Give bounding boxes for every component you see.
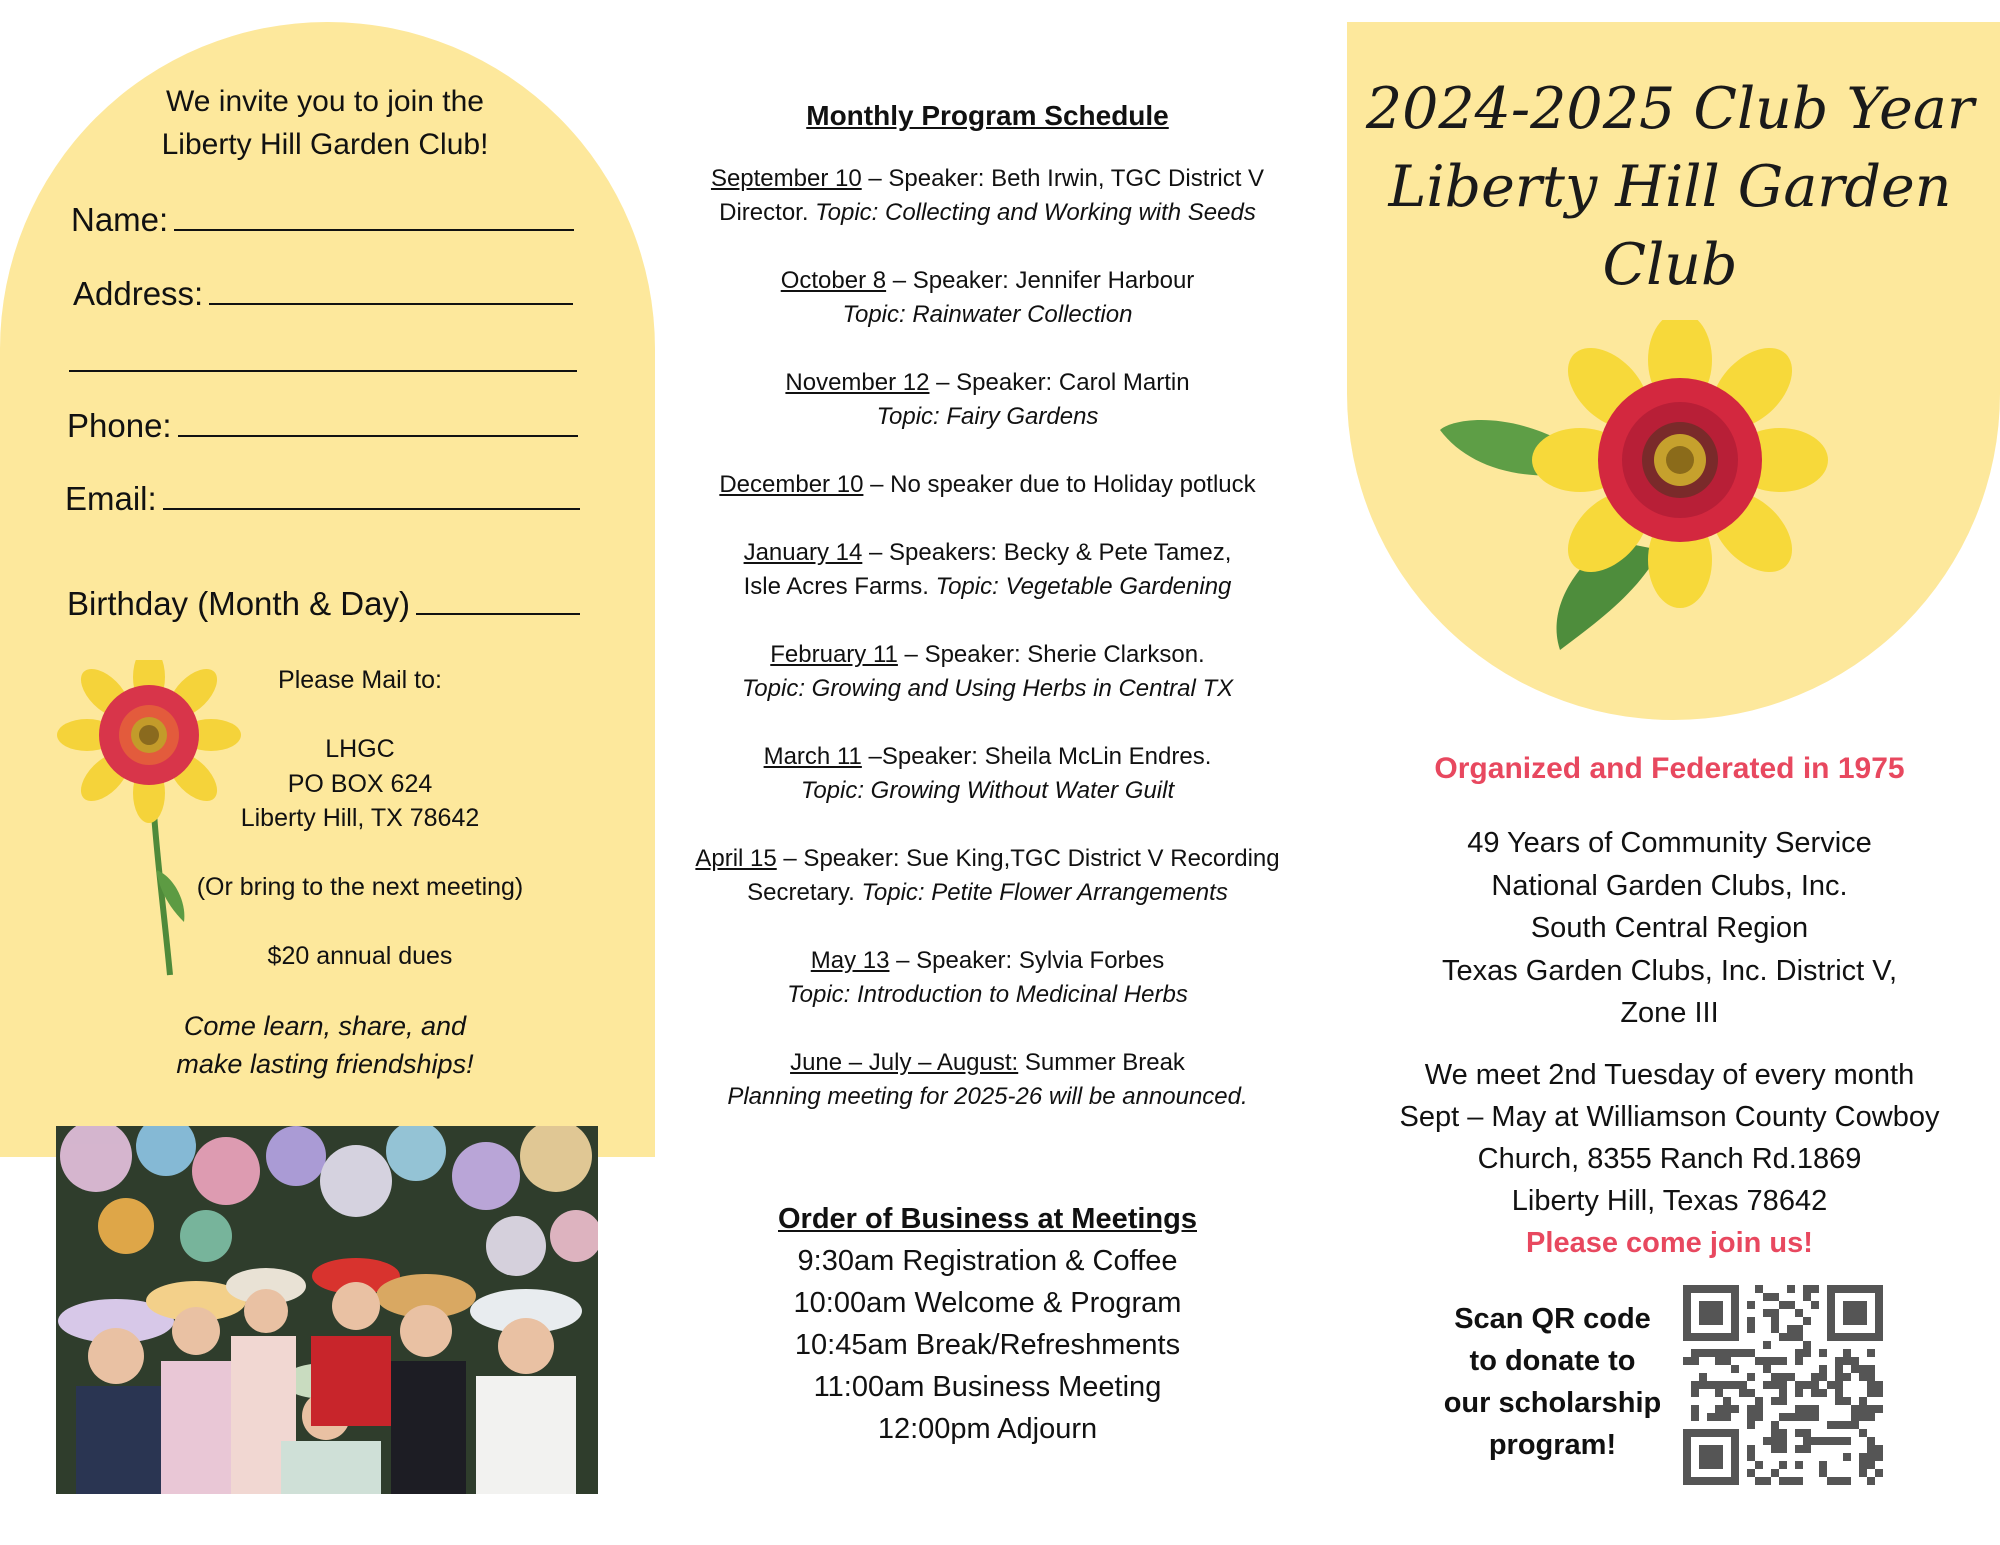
order-list bbox=[660, 1240, 1315, 1450]
tagline-line-2: make lasting friendships! bbox=[176, 1049, 474, 1079]
affiliation-line: 49 Years of Community Service bbox=[1467, 827, 1872, 859]
address-label: Address: bbox=[73, 275, 204, 312]
mail-po-box: PO BOX 624 bbox=[287, 769, 433, 798]
schedule-entry bbox=[660, 366, 1315, 434]
schedule-date: September 10 bbox=[710, 165, 862, 192]
invite-line-2: Liberty Hill Garden Club! bbox=[161, 128, 489, 161]
schedule-topic: Topic: Introduction to Medicinal Herbs bbox=[787, 981, 1188, 1008]
schedule-date: May 13 bbox=[810, 947, 890, 974]
schedule-speaker: – Speakers: Becky & Pete Tamez, bbox=[862, 539, 1232, 566]
schedule-speaker: – Speaker: Carol Martin bbox=[929, 369, 1190, 396]
club-title-line-1: 2024-2025 Club Year bbox=[1365, 76, 1975, 142]
mail-heading: Please Mail to: bbox=[278, 666, 442, 694]
scan-qr-text bbox=[1420, 1298, 1685, 1466]
club-title-line-3: Club bbox=[1602, 232, 1738, 298]
scan-line: to donate to bbox=[1469, 1345, 1636, 1377]
birthday-label: Birthday (Month & Day) bbox=[67, 585, 410, 622]
schedule-topic: Topic: Petite Flower Arrangements bbox=[861, 879, 1228, 906]
blanket-flower-icon bbox=[1440, 320, 1840, 650]
schedule-entry bbox=[660, 536, 1315, 604]
affiliation-line: South Central Region bbox=[1530, 912, 1809, 944]
meeting-line: Church, 8355 Ranch Rd.1869 bbox=[1477, 1143, 1862, 1175]
bring-note: (Or bring to the next meeting) bbox=[196, 873, 524, 901]
meeting-details bbox=[1347, 1054, 1992, 1222]
club-title-line-2: Liberty Hill Garden bbox=[1388, 154, 1952, 220]
schedule-speaker: – Speaker: Beth Irwin, TGC District V bbox=[861, 165, 1265, 192]
schedule-speaker: – Speaker: Sherie Clarkson. bbox=[897, 641, 1205, 668]
qr-code-icon[interactable] bbox=[1683, 1285, 1883, 1485]
schedule-title: Monthly Program Schedule bbox=[806, 100, 1169, 131]
phone-label: Phone: bbox=[67, 407, 172, 444]
mail-city: Liberty Hill, TX 78642 bbox=[240, 804, 480, 832]
email-field[interactable] bbox=[65, 480, 580, 518]
affiliation-line: National Garden Clubs, Inc. bbox=[1491, 869, 1848, 902]
schedule-date: October 8 bbox=[780, 267, 887, 294]
affiliation-list bbox=[1347, 822, 1992, 1035]
schedule-speaker: Summer Break bbox=[1018, 1049, 1185, 1076]
schedule-topic: Topic: Fairy Gardens bbox=[876, 403, 1099, 430]
members-photo-illustration bbox=[56, 1126, 598, 1494]
order-item: 10:00am Welcome & Program bbox=[793, 1287, 1182, 1319]
schedule-entry bbox=[660, 740, 1315, 808]
schedule-entry bbox=[660, 638, 1315, 706]
members-photo bbox=[56, 1126, 598, 1494]
invite-heading bbox=[75, 80, 575, 166]
schedule-speaker: – Speaker: Sue King,TGC District V Recording bbox=[776, 845, 1280, 872]
address-field[interactable] bbox=[73, 275, 573, 313]
schedule-entry bbox=[660, 264, 1315, 332]
birthday-field[interactable] bbox=[67, 585, 580, 623]
organized-heading: Organized and Federated in 1975 bbox=[1434, 752, 1905, 785]
schedule-topic: Planning meeting for 2025-26 will be announced. bbox=[727, 1083, 1248, 1110]
program-schedule bbox=[660, 92, 1315, 1148]
schedule-date: December 10 bbox=[719, 471, 864, 498]
affiliation-line: Zone III bbox=[1620, 997, 1719, 1029]
tagline-line-1: Come learn, share, and bbox=[183, 1011, 467, 1041]
schedule-date: February 11 bbox=[770, 641, 898, 668]
name-label: Name: bbox=[71, 201, 169, 238]
schedule-topic: Topic: Rainwater Collection bbox=[842, 301, 1133, 328]
schedule-topic: Topic: Growing Without Water Guilt bbox=[800, 777, 1175, 804]
scan-line: program! bbox=[1488, 1429, 1617, 1461]
schedule-date: January 14 bbox=[743, 539, 863, 566]
order-item: 9:30am Registration & Coffee bbox=[797, 1245, 1178, 1277]
schedule-speaker: – No speaker due to Holiday potluck bbox=[863, 471, 1256, 498]
tagline bbox=[130, 1007, 520, 1083]
scan-line: Scan QR code bbox=[1454, 1303, 1651, 1335]
schedule-entry bbox=[660, 468, 1315, 502]
schedule-date: November 12 bbox=[785, 369, 930, 396]
meeting-line: Liberty Hill, Texas 78642 bbox=[1511, 1185, 1828, 1217]
scan-line: our scholarship bbox=[1443, 1387, 1662, 1419]
schedule-date: March 11 bbox=[763, 743, 862, 770]
schedule-entry bbox=[660, 944, 1315, 1012]
invite-line-1: We invite you to join the bbox=[166, 85, 484, 118]
meeting-line: Sept – May at Williamson County Cowboy bbox=[1399, 1101, 1940, 1133]
email-label: Email: bbox=[65, 480, 157, 517]
schedule-speaker: – Speaker: Sylvia Forbes bbox=[889, 947, 1165, 974]
schedule-date: June – July – August: bbox=[790, 1049, 1019, 1076]
schedule-list bbox=[660, 162, 1315, 1114]
schedule-speaker: –Speaker: Sheila McLin Endres. bbox=[861, 743, 1212, 770]
schedule-speaker-cont: Isle Acres Farms. bbox=[743, 573, 936, 600]
meeting-line: We meet 2nd Tuesday of every month bbox=[1424, 1059, 1915, 1091]
schedule-entry bbox=[660, 162, 1315, 230]
schedule-date: April 15 bbox=[695, 845, 777, 872]
order-item: 11:00am Business Meeting bbox=[813, 1371, 1162, 1403]
order-item: 12:00pm Adjourn bbox=[877, 1413, 1098, 1445]
club-title bbox=[1360, 70, 1980, 304]
join-us-callout: Please come join us! bbox=[1526, 1227, 1813, 1259]
schedule-speaker-cont: Director. bbox=[719, 199, 816, 226]
order-of-business bbox=[660, 1198, 1315, 1450]
schedule-entry bbox=[660, 842, 1315, 910]
mail-name: LHGC bbox=[325, 735, 395, 763]
affiliation-line: Texas Garden Clubs, Inc. District V, bbox=[1441, 954, 1898, 987]
phone-field[interactable] bbox=[67, 407, 578, 445]
schedule-topic: Topic: Collecting and Working with Seeds bbox=[815, 199, 1256, 226]
schedule-topic: Topic: Growing and Using Herbs in Central TX bbox=[741, 675, 1234, 702]
order-item: 10:45am Break/Refreshments bbox=[794, 1329, 1181, 1361]
annual-dues: $20 annual dues bbox=[267, 942, 453, 970]
mailing-info bbox=[180, 663, 540, 974]
name-field[interactable] bbox=[71, 201, 574, 239]
address-line-2-field[interactable] bbox=[69, 342, 577, 380]
schedule-entry bbox=[660, 1046, 1315, 1114]
schedule-topic: Topic: Vegetable Gardening bbox=[935, 573, 1232, 600]
meeting-info bbox=[1347, 1054, 1992, 1264]
schedule-speaker-cont: Secretary. bbox=[747, 879, 862, 906]
order-title: Order of Business at Meetings bbox=[778, 1203, 1197, 1235]
schedule-speaker: – Speaker: Jennifer Harbour bbox=[886, 267, 1195, 294]
